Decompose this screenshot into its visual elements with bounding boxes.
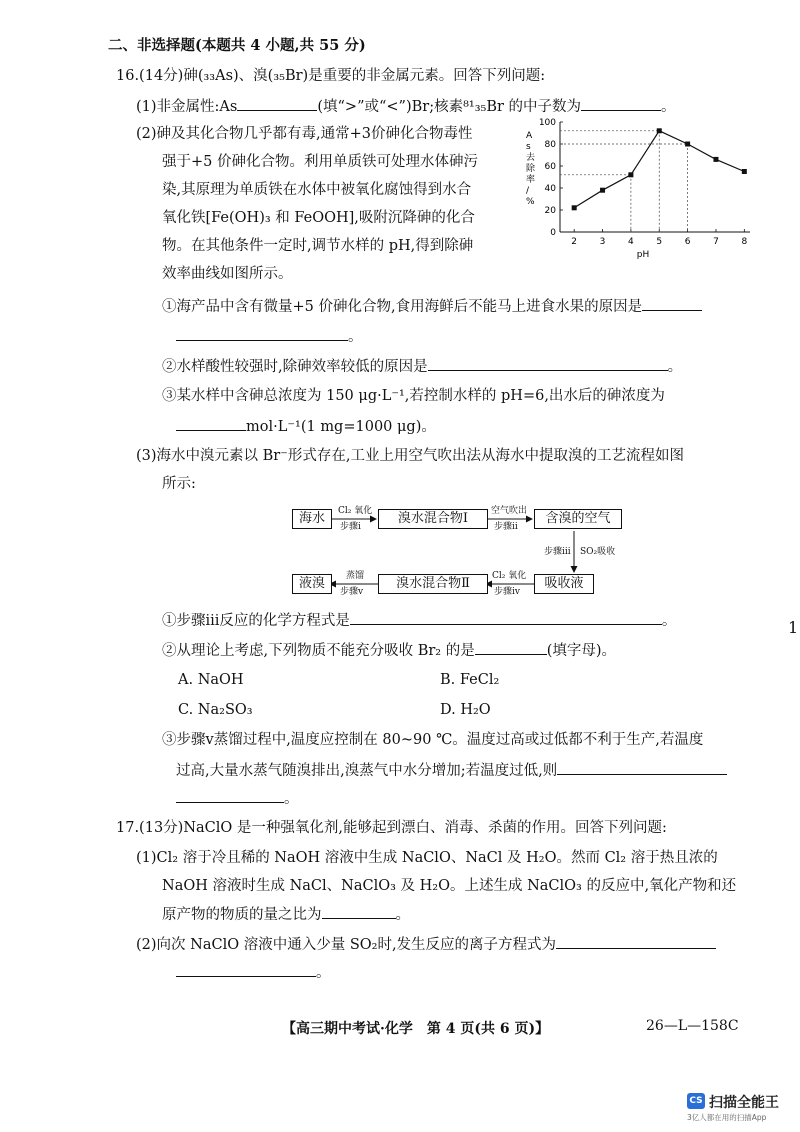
q16-3-sub3-cont: 过高,大量水蒸气随溴排出,溴蒸气中水分增加;若温度过低,则 <box>176 760 727 781</box>
answer-blank[interactable] <box>557 760 727 775</box>
q17-part2: (2)向次 NaClO 溶液中通入少量 SO₂时,发生反应的离子方程式为 <box>136 934 716 955</box>
page-mark: 1 <box>788 618 799 637</box>
answer-blank[interactable] <box>642 296 702 311</box>
y-tick-label: 80 <box>544 140 556 150</box>
q16-3-sub3: ③步骤ⅴ蒸馏过程中,温度应控制在 80~90 ℃。温度过高或过低都不利于生产,若温度 <box>162 732 704 748</box>
q16-3-sub2: ②从理论上考虑,下列物质不能充分吸收 Br₂ 的是 (填字母)。 <box>162 640 616 661</box>
flow-label: 步骤ⅳ <box>494 587 520 597</box>
q16-part2-line: 氧化铁[Fe(OH)₃ 和 FeOOH],吸附沉降砷的化合 <box>162 210 475 226</box>
cs-logo-icon: CS <box>687 1093 705 1109</box>
answer-blank[interactable] <box>556 934 716 949</box>
y-axis-label: A s 去除率/ % <box>526 131 536 207</box>
x-tick-label: 8 <box>741 237 748 247</box>
y-tick-label: 0 <box>550 228 556 238</box>
flow-label: 步骤ⅱ <box>494 522 518 532</box>
answer-blank[interactable] <box>176 326 348 341</box>
q16-sub1: ①海产品中含有微量+5 价砷化合物,食用海鲜后不能马上进食水果的原因是 <box>162 296 702 317</box>
answer-blank[interactable] <box>176 788 284 803</box>
q17-part2-cont: 。 <box>176 962 331 983</box>
q17-stem: 17.(13分)NaClO 是一种强氧化剂,能够起到漂白、消毒、杀菌的作用。回答下列问题: <box>116 820 667 836</box>
answer-blank[interactable] <box>475 640 547 655</box>
q17-part1-cont: NaOH 溶液时生成 NaCl、NaClO₃ 及 H₂O。上述生成 NaClO₃ 的反应中,氧化产物和还 <box>162 878 737 894</box>
flow-label: 步骤ⅲ <box>544 547 571 557</box>
section-title: 二、非选择题(本题共 4 小题,共 55 分) <box>108 37 366 54</box>
scanner-app-name: 扫描全能王 <box>709 1095 779 1111</box>
data-point <box>685 142 690 147</box>
option-a: A. NaOH <box>178 672 244 688</box>
q16-part3: (3)海水中溴元素以 Br⁻形式存在,工业上用空气吹出法从海水中提取溴的工艺流程如图 <box>136 448 684 464</box>
flow-box-mixture-1: 溴水混合物Ⅰ <box>378 509 488 529</box>
data-point <box>572 205 577 210</box>
data-point <box>713 157 718 162</box>
flow-box-absorbent: 吸收液 <box>534 574 594 594</box>
x-tick-label: 3 <box>599 237 606 247</box>
flow-label: Cl₂ 氧化 <box>338 506 373 516</box>
answer-blank[interactable] <box>176 962 316 977</box>
x-tick-label: 7 <box>713 237 719 247</box>
q16-sub2: ②水样酸性较强时,除砷效率较低的原因是 。 <box>162 356 682 377</box>
answer-blank[interactable] <box>428 356 668 371</box>
flow-label: 蒸馏 <box>346 571 365 581</box>
q16-part1: (1)非金属性:As (填“>”或“<”)Br;核素⁸¹₃₅Br 的中子数为 。 <box>136 96 676 117</box>
answer-blank[interactable] <box>581 96 661 111</box>
footer-code: 26—L—158C <box>646 1018 739 1034</box>
y-tick-label: 100 <box>538 118 556 128</box>
flow-label: Cl₂ 氧化 <box>492 571 527 581</box>
answer-blank[interactable] <box>350 610 662 625</box>
flow-box-bromine-air: 含溴的空气 <box>534 509 622 529</box>
q16-part2-line: 强于+5 价砷化合物。利用单质铁可处理水体砷污 <box>162 154 478 170</box>
x-tick-label: 4 <box>628 237 634 247</box>
scanner-watermark <box>683 1090 793 1124</box>
q17-part1: (1)Cl₂ 溶于冷且稀的 NaOH 溶液中生成 NaClO、NaCl 及 H₂O。然而 Cl₂ 溶于热且浓的 <box>136 850 718 866</box>
data-point <box>742 169 747 174</box>
flow-box-mixture-2: 溴水混合物Ⅱ <box>378 574 488 594</box>
q16-part2-line: 染,其原理为单质铁在水体中被氧化腐蚀得到水合 <box>162 182 472 198</box>
y-tick-label: 40 <box>544 184 556 194</box>
q16-part3-cont: 所示: <box>162 476 196 492</box>
footer-title: 【高三期中考试·化学 第 4 页(共 6 页)】 <box>282 1021 550 1037</box>
flow-label: 空气吹出 <box>491 506 528 516</box>
flow-label: SO₂吸收 <box>580 547 616 557</box>
option-c: C. Na₂SO₃ <box>178 702 253 718</box>
answer-blank[interactable] <box>237 96 317 111</box>
q16-3-sub3-cont2: 。 <box>176 788 299 809</box>
data-point <box>600 188 605 193</box>
x-tick-label: 5 <box>656 237 663 247</box>
q16-sub1-cont: 。 <box>176 326 363 347</box>
q16-part2-line: 效率曲线如图所示。 <box>162 266 293 282</box>
option-b: B. FeCl₂ <box>440 672 500 688</box>
flow-label: 步骤ⅰ <box>340 522 361 532</box>
x-tick-label: 6 <box>684 237 691 247</box>
option-d: D. H₂O <box>440 702 491 718</box>
q16-part2-line: (2)砷及其化合物几乎都有毒,通常+3价砷化合物毒性 <box>136 126 473 142</box>
q16-3-sub1: ①步骤ⅲ反应的化学方程式是 。 <box>162 610 676 631</box>
arsenic-removal-chart <box>518 114 758 264</box>
answer-blank[interactable] <box>322 904 396 919</box>
flow-label: 步骤ⅴ <box>340 587 364 597</box>
flow-box-liquid-bromine: 液溴 <box>292 574 332 594</box>
q16-sub3: ③某水样中含砷总浓度为 150 μg·L⁻¹,若控制水样的 pH=6,出水后的砷浓度为 <box>162 388 665 404</box>
answer-blank[interactable] <box>176 416 246 431</box>
q16-sub3-cont: mol·L⁻¹(1 mg=1000 μg)。 <box>176 416 436 437</box>
scanner-tagline: 3亿人都在用的扫描App <box>687 1113 767 1122</box>
q17-part1-cont2: 原产物的物质的量之比为 。 <box>162 904 410 925</box>
y-tick-label: 60 <box>544 162 556 172</box>
y-tick-label: 20 <box>544 206 556 216</box>
bromine-process-flow <box>288 500 668 600</box>
data-point <box>628 172 633 177</box>
data-point <box>657 128 662 133</box>
flow-box-seawater: 海水 <box>292 509 332 529</box>
q16-stem: 16.(14分)砷(₃₃As)、溴(₃₅Br)是重要的非金属元素。回答下列问题: <box>116 68 546 84</box>
x-axis-label: pH <box>636 250 650 260</box>
q16-part2-line: 物。在其他条件一定时,调节水样的 pH,得到除砷 <box>162 238 474 254</box>
x-tick-label: 2 <box>571 237 578 247</box>
